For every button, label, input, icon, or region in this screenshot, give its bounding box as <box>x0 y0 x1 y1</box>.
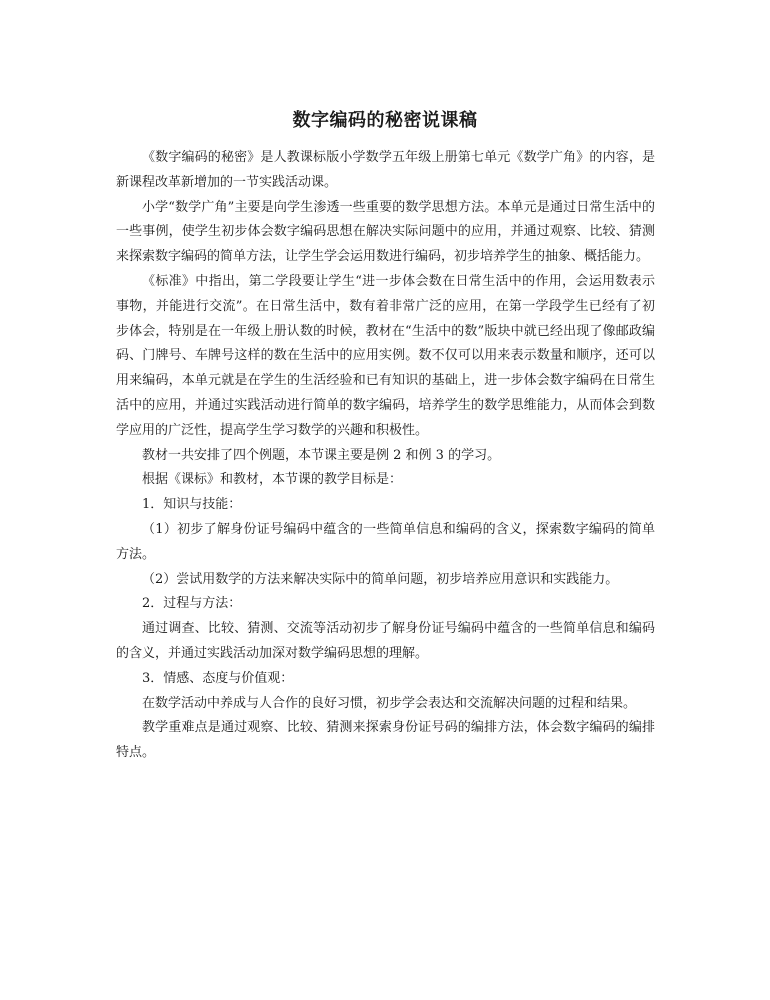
paragraph-examples: 教材一共安排了四个例题，本节课主要是例 2 和例 3 的学习。 <box>142 447 501 463</box>
paragraph-standard: 《标准》中指出，第二学段要让学生“进一步体会数在日常生活中的作用，会运用数表示事物，并能进行交流”。在日常生活中，数有着非常广泛的应用，在第一学段学生已经有了初步体会，特别是在一年级上册认数的时候，教材在“生活中的数”版块中就已经出现了像邮政编码、门牌号、车牌号这样的数在生活中的应用实例。数不仅可以用来表示数量和顺序，还可以用来编码，本单元就是在学生的生活经验和已有知识的基础上，进一步体会数字编码在日常生活中的应用，并通过实践活动进行简单的数字编码，培养学生的数学思维能力，从而体会到数学应用的广泛性，提高学生学习数学的兴趣和积极性。 <box>116 273 655 438</box>
paragraph-attitude: 在数学活动中养成与人合作的良好习惯，初步学会表达和交流解决问题的过程和结果。 <box>142 695 637 711</box>
paragraph-objective-2: （2）尝试用数学的方法来解决实际中的简单问题，初步培养应用意识和实践能力。 <box>142 571 619 587</box>
paragraph-objective-1: （1）初步了解身份证号编码中蕴含的一些简单信息和编码的含义，探索数字编码的简单方法。 <box>116 521 655 562</box>
heading-process-methods: 2．过程与方法： <box>142 596 242 612</box>
paragraph-objectives-intro: 根据《课标》和教材，本节课的教学目标是： <box>142 472 403 488</box>
paragraph-math-wide-angle: 小学“数学广角”主要是向学生渗透一些重要的数学思想方法。本单元是通过日常生活中的一些事例，使学生初步体会数字编码思想在解决实际问题中的应用，并通过观察、比较、猜测来探索数字编码的简单方法，让学生学会运用数进行编码，初步培养学生的抽象、概括能力。 <box>116 199 655 265</box>
heading-knowledge-skills: 1．知识与技能： <box>142 497 242 513</box>
heading-attitude-values: 3．情感、态度与价值观： <box>142 670 294 686</box>
paragraph-process: 通过调查、比较、猜测、交流等活动初步了解身份证号编码中蕴含的一些简单信息和编码的含义，并通过实践活动加深对数学编码思想的理解。 <box>116 621 655 661</box>
paragraph-key-points: 教学重难点是通过观察、比较、猜测来探索身份证号码的编排方法，体会数字编码的编排特点。 <box>116 720 655 761</box>
paragraph-intro: 《数字编码的秘密》是人教课标版小学数学五年级上册第七单元《数学广角》的内容，是新课程改革新增加的一节实践活动课。 <box>116 150 655 190</box>
document-title: 数字编码的秘密说课稿 <box>292 110 478 131</box>
document-body <box>116 146 655 766</box>
